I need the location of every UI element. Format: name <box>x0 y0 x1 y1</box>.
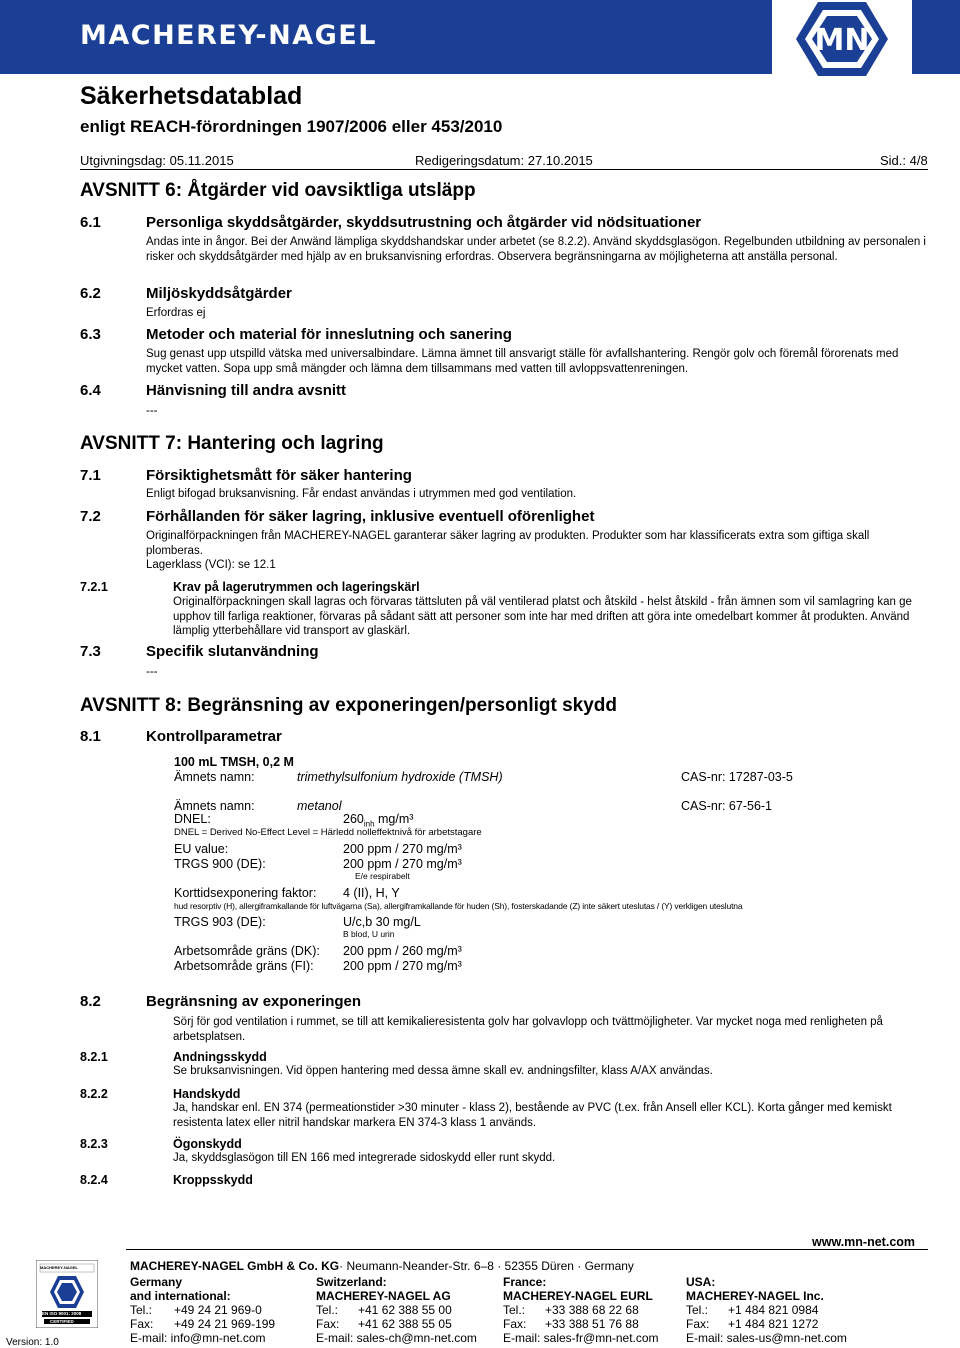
footer-col4-fax: +1 484 821 1272 <box>728 1317 819 1331</box>
eu-label: EU value: <box>174 842 229 856</box>
text-7-2-1 <box>173 595 928 639</box>
subsection-title: Hänvisning till andra avsnitt <box>146 382 347 399</box>
footer-col4-heading: USA: <box>686 1275 716 1289</box>
footer-col3-tel: +33 388 68 22 68 <box>545 1303 639 1317</box>
footer-col1-tel-label: Tel.: <box>130 1303 153 1317</box>
trgs900-value: 200 ppm / 270 mg/m³ <box>343 857 462 871</box>
company-name: MACHEREY-NAGEL GmbH & Co. KG <box>130 1259 340 1273</box>
text-7-1 <box>146 487 928 502</box>
paragraph: Originalförpackningen från MACHEREY-NAGEL garanterar säker lagring av produkten. Produkter som har klassificerats extra som giftiga skall plomberas. <box>146 530 870 557</box>
company-address: · Neumann-Neander-Str. 6–8 · 52355 Düren · Germany <box>339 1259 634 1273</box>
version-label: Version: 1.0 <box>6 1337 59 1348</box>
subsection-title: Kontrollparametrar <box>146 728 282 745</box>
subsection-number: 6.1 <box>80 214 101 231</box>
subsection-title: Andningsskydd <box>173 1050 267 1064</box>
subsection-6-1 <box>80 214 928 234</box>
dk-value: 200 ppm / 260 mg/m³ <box>343 944 462 958</box>
paragraph: Sug genast upp utspilld vätska med universalbindare. Lämna ämnet till ansvarigt ställe för avfallshantering. Rengör golv och föremål förorenats med mycket vatten. Sopa upp små mängder och lämna dem tillsammans med vatten till avloppsvattenreningen. <box>146 348 899 375</box>
fi-value: 200 ppm / 270 mg/m³ <box>343 959 462 973</box>
footer-col1-subheading: and international: <box>130 1289 231 1303</box>
footer-col2-fax: +41 62 388 55 05 <box>358 1317 452 1331</box>
subsection-number: 8.2.2 <box>80 1087 108 1101</box>
footer-col3-fax-label: Fax: <box>503 1317 527 1331</box>
eu-value: 200 ppm / 270 mg/m³ <box>343 842 462 856</box>
dnel-unit: mg/m³ <box>374 812 414 826</box>
revision-date: Redigeringsdatum: 27.10.2015 <box>415 153 593 168</box>
text-8-2-2 <box>173 1101 928 1130</box>
paragraph: Andas inte in ångor. Bei der Anwänd lämpliga skyddshandskar under arbetet (se 8.2.2). Använd skyddsglasögon. Regelbunden utbildning av personalen i risker och skyddsåtgärder med hjälp av en bruksanvisning erfordras. Observera begränsningarna av möjligheterna att anställa personal. <box>146 236 926 263</box>
footer-col4-email[interactable]: E-mail: sales-us@mn-net.com <box>686 1331 847 1345</box>
cas-number: CAS-nr: 17287-03-5 <box>681 770 793 784</box>
substance-name: trimethylsulfonium hydroxide (TMSH) <box>297 770 503 784</box>
footer-col2-heading: Switzerland: <box>316 1275 387 1289</box>
svg-text:MN: MN <box>814 23 870 58</box>
footer-col1-email[interactable]: E-mail: info@mn-net.com <box>130 1331 266 1345</box>
issue-date: Utgivningsdag: 05.11.2015 <box>80 153 234 168</box>
paragraph: Se bruksanvisningen. Vid öppen hantering med dessa ämne skall ev. andningsfilter, klass A/AX användas. <box>173 1065 713 1077</box>
footer-col2-tel: +41 62 388 55 00 <box>358 1303 452 1317</box>
subsection-title: Kroppsskydd <box>173 1173 253 1187</box>
brand-wordmark: MACHEREY-NAGEL <box>80 20 377 51</box>
subsection-6-4 <box>80 382 928 402</box>
subsection-number: 8.1 <box>80 728 101 745</box>
text-8-2 <box>173 1015 928 1044</box>
subsection-7-2 <box>80 508 928 528</box>
footer-col1-tel: +49 24 21 969-0 <box>174 1303 262 1317</box>
text-6-1 <box>146 235 928 264</box>
website-link[interactable]: www.mn-net.com <box>812 1235 916 1249</box>
trgs900-label: TRGS 900 (DE): <box>174 857 266 871</box>
cert-standard: EN ISO 9001: 2008 <box>42 1311 82 1316</box>
footer-col2-subheading: MACHEREY-NAGEL AG <box>316 1289 451 1303</box>
subsection-title: Förhållanden för säker lagring, inklusive eventuell oförenlighet <box>146 508 595 525</box>
mn-logo-icon <box>772 0 912 78</box>
subsection-title: Metoder och material för inneslutning och sanering <box>146 326 512 343</box>
cert-label: CERTIFIED <box>50 1319 74 1324</box>
cas-number: CAS-nr: 67-56-1 <box>681 799 773 813</box>
footer-col1-fax-label: Fax: <box>130 1317 154 1331</box>
trgs900-note: E/e respirabelt <box>355 871 410 881</box>
footer-col3-fax: +33 388 51 76 88 <box>545 1317 639 1331</box>
footer-col1-fax: +49 24 21 969-199 <box>174 1317 276 1331</box>
subsection-number: 8.2.3 <box>80 1137 108 1151</box>
subsection-number: 8.2.4 <box>80 1173 108 1187</box>
page-title: Säkerhetsdatablad <box>80 82 303 110</box>
header-divider <box>80 169 928 170</box>
footer-col2-email[interactable]: E-mail: sales-ch@mn-net.com <box>316 1331 477 1345</box>
footer-col3-email[interactable]: E-mail: sales-fr@mn-net.com <box>503 1331 659 1345</box>
subsection-number: 7.2.1 <box>80 580 108 594</box>
subsection-title: Ögonskydd <box>173 1137 242 1151</box>
subsection-number: 8.2.1 <box>80 1050 108 1064</box>
substance-name: metanol <box>297 799 342 813</box>
footer-col4-subheading: MACHEREY-NAGEL Inc. <box>686 1289 824 1303</box>
footer-col3-tel-label: Tel.: <box>503 1303 526 1317</box>
paragraph: Enligt bifogad bruksanvisning. Får endast användas i utrymmen med god ventilation. <box>146 488 577 500</box>
subsection-title: Specifik slutanvändning <box>146 643 319 660</box>
subsection-6-2 <box>80 285 928 305</box>
page-number: Sid.: 4/8 <box>880 153 928 168</box>
footer-col3-subheading: MACHEREY-NAGEL EURL <box>503 1289 653 1303</box>
product-name: 100 mL TMSH, 0,2 M <box>174 755 294 769</box>
substance-label: Ämnets namn: <box>174 770 255 784</box>
text-7-2 <box>146 529 928 573</box>
dnel-note: DNEL = Derived No-Effect Level = Härledd nolleffektnivå för arbetstagare <box>174 827 482 838</box>
subsection-number: 6.4 <box>80 382 101 399</box>
page-subtitle: enligt REACH-förordningen 1907/2006 eller 453/2010 <box>80 117 503 136</box>
footer-col3-heading: France: <box>503 1275 547 1289</box>
dnel-label: DNEL: <box>174 812 211 826</box>
short-term-value: 4 (II), H, Y <box>343 886 400 900</box>
subsection-7-1 <box>80 467 928 487</box>
subsection-title: Handskydd <box>173 1087 241 1101</box>
paragraph: Erfordras ej <box>146 307 206 319</box>
fi-label: Arbetsområde gräns (FI): <box>174 959 314 973</box>
subsection-6-3 <box>80 326 928 346</box>
subsection-8-2-4 <box>80 1173 928 1189</box>
footer-col1-heading: Germany <box>130 1275 183 1289</box>
text-8-2-3 <box>173 1151 928 1166</box>
subsection-7-2-1 <box>80 580 928 596</box>
subsection-number: 7.1 <box>80 467 101 484</box>
subsection-7-3 <box>80 643 928 663</box>
iso-certification-seal-icon <box>36 1260 98 1328</box>
subsection-8-2 <box>80 993 928 1013</box>
trgs903-label: TRGS 903 (DE): <box>174 915 266 929</box>
subsection-number: 7.2 <box>80 508 101 525</box>
subsection-title: Krav på lagerutrymmen och lageringskärl <box>173 580 420 594</box>
trgs903-note: B blod, U urin <box>343 929 395 939</box>
dnel-number: 260 <box>343 812 364 826</box>
section-7-title: AVSNITT 7: Hantering och lagring <box>80 433 384 454</box>
footer-col2-tel-label: Tel.: <box>316 1303 339 1317</box>
subsection-title: Begränsning av exponeringen <box>146 993 362 1010</box>
paragraph: --- <box>146 666 158 678</box>
cert-brand: MACHEREY-NAGEL <box>40 1265 79 1270</box>
text-6-4 <box>146 404 928 419</box>
substance-label: Ämnets namn: <box>174 799 255 813</box>
text-6-2 <box>146 306 928 321</box>
footer-col2-fax-label: Fax: <box>316 1317 340 1331</box>
subsection-number: 6.2 <box>80 285 101 302</box>
trgs903-value: U/c,b 30 mg/L <box>343 915 421 929</box>
text-6-3 <box>146 347 928 376</box>
subsection-8-1 <box>80 728 928 748</box>
section-8-title: AVSNITT 8: Begränsning av exponeringen/personligt skydd <box>80 695 618 716</box>
paragraph: Ja, skyddsglasögon till EN 166 med integrerade sidoskydd eller runt skydd. <box>173 1152 556 1164</box>
storage-class: Lagerklass (VCI): se 12.1 <box>146 559 276 571</box>
paragraph: Ja, handskar enl. EN 374 (permeationstider >30 minuter - klass 2), bestående av PVC (t.ex. från Ansell eller KCL). Korta gånger med kemiskt resistenta latex eller nitril handskar markera EN 374-3 klass 1 används. <box>173 1102 892 1129</box>
paragraph: Originalförpackningen skall lagras och förvaras tättsluten på väl ventilerad platst och åtskild - helst åtskild - från ämnen som vil samlagring kan ge upphov till farliga reaktioner, förvaras på sådant sätt att personer som inte har med driften att göra inte omedelbart kommer åt produkten. Använd lämplig ytterbehållare vid transport av glaskärl. <box>173 596 912 637</box>
dk-label: Arbetsområde gräns (DK): <box>174 944 320 958</box>
notation-note: hud resorptiv (H), allergiframkallande för luftvägarna (Sa), allergiframkallande för huden (Sh), fosterskadande (Z) inte säkert uteslutas / (Y) verkligen uteslutna <box>174 901 743 911</box>
subsection-title: Personliga skyddsåtgärder, skyddsutrustning och åtgärder vid nödsituationer <box>146 214 702 231</box>
paragraph: --- <box>146 405 158 417</box>
footer-col4-tel: +1 484 821 0984 <box>728 1303 819 1317</box>
text-7-3 <box>146 665 928 680</box>
footer-col4-tel-label: Tel.: <box>686 1303 709 1317</box>
subsection-number: 8.2 <box>80 993 101 1010</box>
subsection-title: Försiktighetsmått för säker hantering <box>146 467 412 484</box>
subsection-title: Miljöskyddsåtgärder <box>146 285 292 302</box>
paragraph: Sörj för god ventilation i rummet, se till att kemikalieresistenta golv har golvavlopp och tvättmöjligheter. Var mycket noga med renligheten på arbetsplatsen. <box>173 1016 883 1043</box>
dnel-route: inh <box>363 819 375 829</box>
section-6-title: AVSNITT 6: Åtgärder vid oavsiktliga utsläpp <box>80 180 476 201</box>
company-line <box>130 1259 634 1273</box>
footer-divider <box>126 1249 928 1250</box>
text-8-2-1 <box>173 1064 928 1079</box>
subsection-number: 7.3 <box>80 643 101 660</box>
short-term-label: Korttidsexponering faktor: <box>174 886 317 900</box>
footer-col4-fax-label: Fax: <box>686 1317 710 1331</box>
subsection-number: 6.3 <box>80 326 101 343</box>
